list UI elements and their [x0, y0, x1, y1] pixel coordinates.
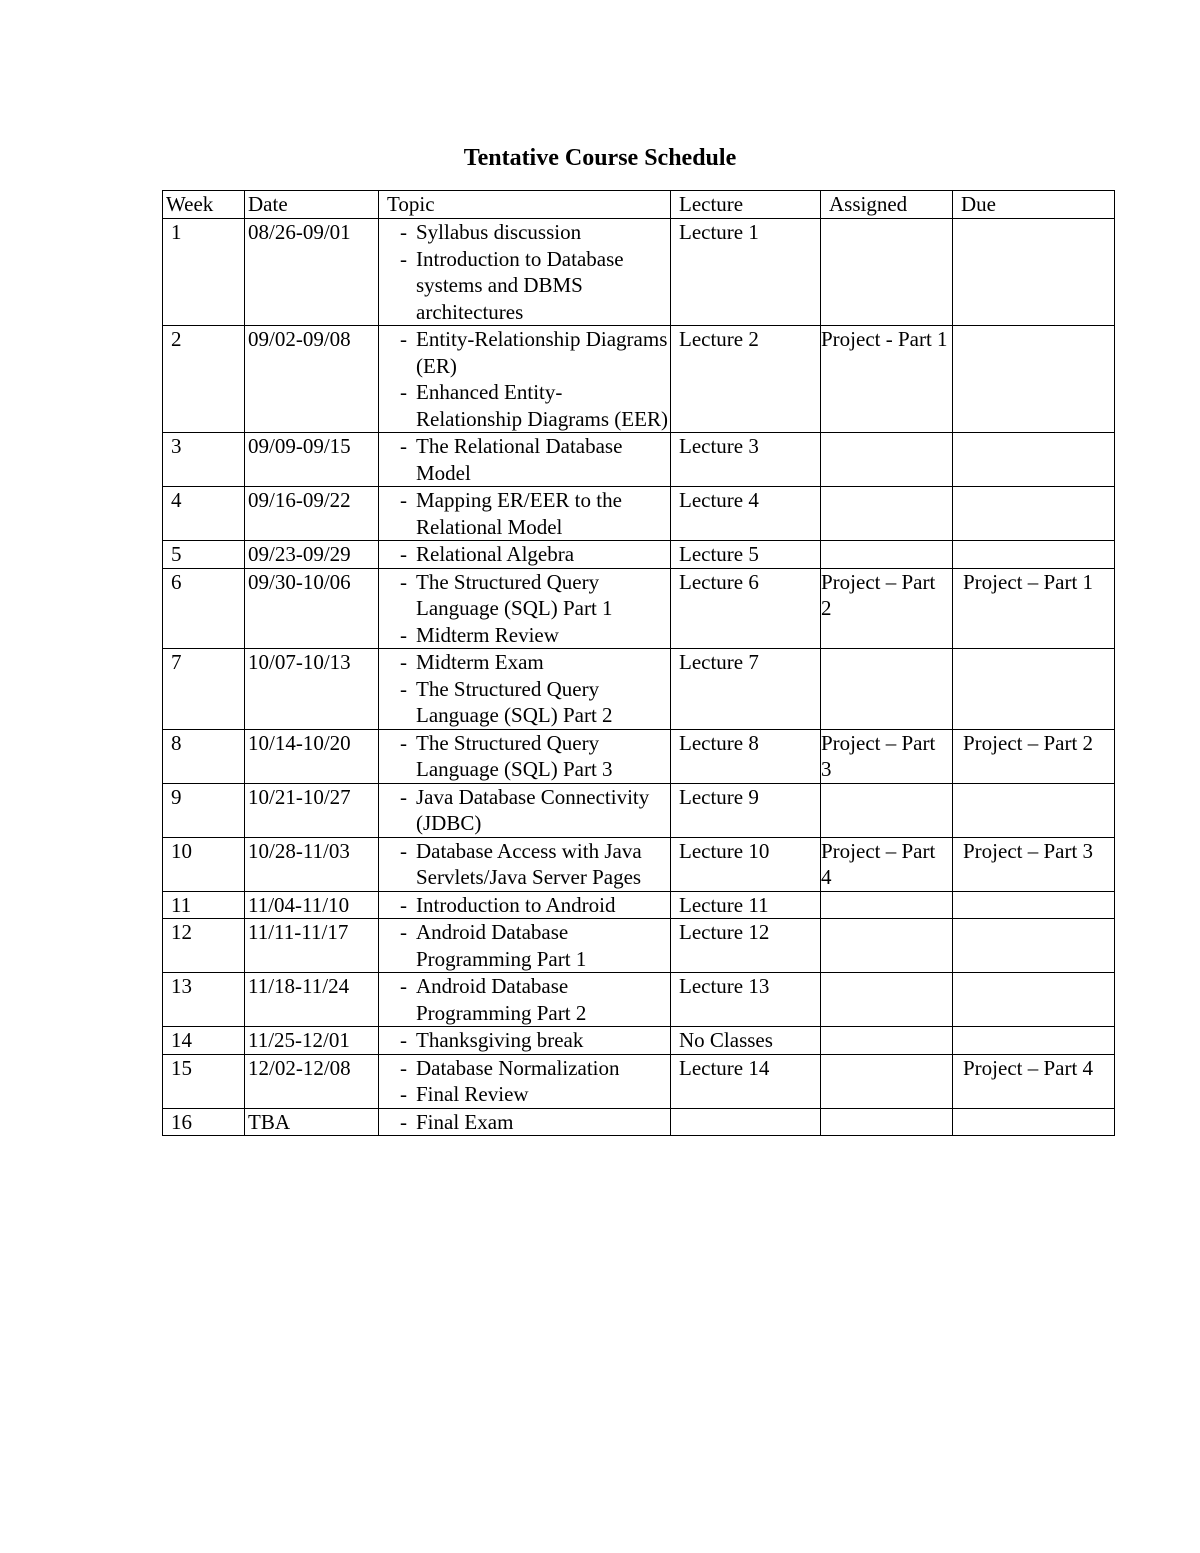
due-cell	[953, 541, 1115, 569]
topic-cell	[379, 891, 671, 919]
topic-list	[382, 973, 668, 1026]
due-cell	[953, 1108, 1115, 1136]
topic-item: - Syllabus discussion	[396, 219, 668, 246]
topic-item: - Thanksgiving break	[396, 1027, 668, 1054]
table-row	[163, 729, 1115, 783]
due-cell	[953, 219, 1115, 326]
table-row	[163, 1027, 1115, 1055]
due-cell: Project – Part 4	[953, 1054, 1115, 1108]
lecture-cell: Lecture 5	[671, 541, 821, 569]
topic-cell	[379, 433, 671, 487]
topic-item: - The Relational Database Model	[396, 433, 668, 486]
table-row	[163, 783, 1115, 837]
date-cell: 11/18-11/24	[245, 973, 379, 1027]
due-cell	[953, 326, 1115, 433]
table-row	[163, 891, 1115, 919]
week-cell: 8	[163, 729, 245, 783]
column-header-date: Date	[245, 191, 379, 219]
topic-cell	[379, 973, 671, 1027]
topic-cell	[379, 1054, 671, 1108]
topic-list	[382, 219, 668, 325]
due-cell: Project – Part 1	[953, 568, 1115, 649]
lecture-cell: Lecture 12	[671, 919, 821, 973]
assigned-cell	[821, 649, 953, 730]
lecture-cell: Lecture 11	[671, 891, 821, 919]
topic-cell	[379, 783, 671, 837]
column-header-due: Due	[953, 191, 1115, 219]
lecture-cell	[671, 1108, 821, 1136]
due-cell: Project – Part 2	[953, 729, 1115, 783]
due-cell	[953, 973, 1115, 1027]
topic-cell	[379, 219, 671, 326]
due-cell	[953, 649, 1115, 730]
table-row	[163, 919, 1115, 973]
topic-item: - Database Normalization	[396, 1055, 668, 1082]
topic-list	[382, 433, 668, 486]
topic-cell	[379, 326, 671, 433]
topic-item: - Midterm Exam	[396, 649, 668, 676]
date-cell: 09/02-09/08	[245, 326, 379, 433]
table-row	[163, 568, 1115, 649]
week-cell: 6	[163, 568, 245, 649]
topic-cell	[379, 919, 671, 973]
topic-cell	[379, 837, 671, 891]
header-row	[163, 191, 1115, 219]
date-cell: 10/07-10/13	[245, 649, 379, 730]
topic-item: - Midterm Review	[396, 622, 668, 649]
topic-item: - Android Database Programming Part 1	[396, 919, 668, 972]
table-row	[163, 541, 1115, 569]
course-schedule-table	[162, 190, 1115, 1136]
date-cell: 09/16-09/22	[245, 487, 379, 541]
date-cell: TBA	[245, 1108, 379, 1136]
assigned-cell	[821, 783, 953, 837]
topic-item: - Entity-Relationship Diagrams (ER)	[396, 326, 668, 379]
due-cell	[953, 433, 1115, 487]
week-cell: 2	[163, 326, 245, 433]
due-cell	[953, 487, 1115, 541]
week-cell: 5	[163, 541, 245, 569]
assigned-cell	[821, 541, 953, 569]
topic-cell	[379, 568, 671, 649]
assigned-cell	[821, 219, 953, 326]
assigned-cell	[821, 891, 953, 919]
lecture-cell: Lecture 8	[671, 729, 821, 783]
topic-item: - Final Review	[396, 1081, 668, 1108]
topic-cell	[379, 1108, 671, 1136]
topic-list	[382, 892, 668, 919]
week-cell: 12	[163, 919, 245, 973]
topic-cell	[379, 649, 671, 730]
lecture-cell: Lecture 3	[671, 433, 821, 487]
lecture-cell: Lecture 14	[671, 1054, 821, 1108]
date-cell: 12/02-12/08	[245, 1054, 379, 1108]
week-cell: 7	[163, 649, 245, 730]
topic-list	[382, 919, 668, 972]
table-row	[163, 837, 1115, 891]
lecture-cell: Lecture 9	[671, 783, 821, 837]
week-cell: 14	[163, 1027, 245, 1055]
week-cell: 3	[163, 433, 245, 487]
week-cell: 1	[163, 219, 245, 326]
assigned-cell	[821, 433, 953, 487]
topic-cell	[379, 487, 671, 541]
column-header-topic: Topic	[379, 191, 671, 219]
table-row	[163, 487, 1115, 541]
topic-list	[382, 730, 668, 783]
assigned-cell: Project - Part 1	[821, 326, 953, 433]
topic-item: - Enhanced Entity-Relationship Diagrams (EER)	[396, 379, 668, 432]
week-cell: 4	[163, 487, 245, 541]
lecture-cell: Lecture 6	[671, 568, 821, 649]
table-row	[163, 1054, 1115, 1108]
lecture-cell: Lecture 2	[671, 326, 821, 433]
table-row	[163, 219, 1115, 326]
date-cell: 11/04-11/10	[245, 891, 379, 919]
assigned-cell	[821, 1108, 953, 1136]
topic-list	[382, 541, 668, 568]
topic-item: - Mapping ER/EER to the Relational Model	[396, 487, 668, 540]
week-cell: 10	[163, 837, 245, 891]
week-cell: 13	[163, 973, 245, 1027]
due-cell	[953, 919, 1115, 973]
topic-item: - Final Exam	[396, 1109, 668, 1136]
table-row	[163, 649, 1115, 730]
topic-cell	[379, 541, 671, 569]
topic-list	[382, 1109, 668, 1136]
due-cell	[953, 1027, 1115, 1055]
date-cell: 09/09-09/15	[245, 433, 379, 487]
date-cell: 10/28-11/03	[245, 837, 379, 891]
topic-cell	[379, 729, 671, 783]
assigned-cell: Project – Part 2	[821, 568, 953, 649]
table-row	[163, 1108, 1115, 1136]
lecture-cell: No Classes	[671, 1027, 821, 1055]
assigned-cell	[821, 919, 953, 973]
assigned-cell	[821, 1027, 953, 1055]
topic-item: - The Structured Query Language (SQL) Part 2	[396, 676, 668, 729]
topic-list	[382, 326, 668, 432]
lecture-cell: Lecture 7	[671, 649, 821, 730]
date-cell: 09/23-09/29	[245, 541, 379, 569]
assigned-cell	[821, 1054, 953, 1108]
topic-item: - Introduction to Database systems and DBMS architectures	[396, 246, 668, 326]
topic-list	[382, 569, 668, 649]
date-cell: 09/30-10/06	[245, 568, 379, 649]
topic-item: - Android Database Programming Part 2	[396, 973, 668, 1026]
schedule-body	[163, 219, 1115, 1136]
date-cell: 11/25-12/01	[245, 1027, 379, 1055]
topic-list	[382, 1027, 668, 1054]
date-cell: 08/26-09/01	[245, 219, 379, 326]
due-cell: Project – Part 3	[953, 837, 1115, 891]
column-header-assigned: Assigned	[821, 191, 953, 219]
assigned-cell	[821, 487, 953, 541]
lecture-cell: Lecture 4	[671, 487, 821, 541]
date-cell: 11/11-11/17	[245, 919, 379, 973]
table-row	[163, 973, 1115, 1027]
topic-list	[382, 1055, 668, 1108]
table-row	[163, 433, 1115, 487]
topic-item: - Java Database Connectivity (JDBC)	[396, 784, 668, 837]
date-cell: 10/14-10/20	[245, 729, 379, 783]
lecture-cell: Lecture 10	[671, 837, 821, 891]
topic-item: - Introduction to Android	[396, 892, 668, 919]
lecture-cell: Lecture 1	[671, 219, 821, 326]
lecture-cell: Lecture 13	[671, 973, 821, 1027]
topic-list	[382, 784, 668, 837]
week-cell: 16	[163, 1108, 245, 1136]
week-cell: 11	[163, 891, 245, 919]
due-cell	[953, 783, 1115, 837]
topic-list	[382, 838, 668, 891]
assigned-cell: Project – Part 4	[821, 837, 953, 891]
topic-cell	[379, 1027, 671, 1055]
assigned-cell	[821, 973, 953, 1027]
topic-list	[382, 487, 668, 540]
topic-item: - Database Access with Java Servlets/Java Server Pages	[396, 838, 668, 891]
week-cell: 9	[163, 783, 245, 837]
table-row	[163, 326, 1115, 433]
date-cell: 10/21-10/27	[245, 783, 379, 837]
column-header-week: Week	[163, 191, 245, 219]
column-header-lecture: Lecture	[671, 191, 821, 219]
assigned-cell: Project – Part 3	[821, 729, 953, 783]
page-title: Tentative Course Schedule	[463, 145, 737, 171]
due-cell	[953, 891, 1115, 919]
topic-item: - The Structured Query Language (SQL) Part 3	[396, 730, 668, 783]
topic-item: - Relational Algebra	[396, 541, 668, 568]
week-cell: 15	[163, 1054, 245, 1108]
topic-item: - The Structured Query Language (SQL) Part 1	[396, 569, 668, 622]
topic-list	[382, 649, 668, 729]
